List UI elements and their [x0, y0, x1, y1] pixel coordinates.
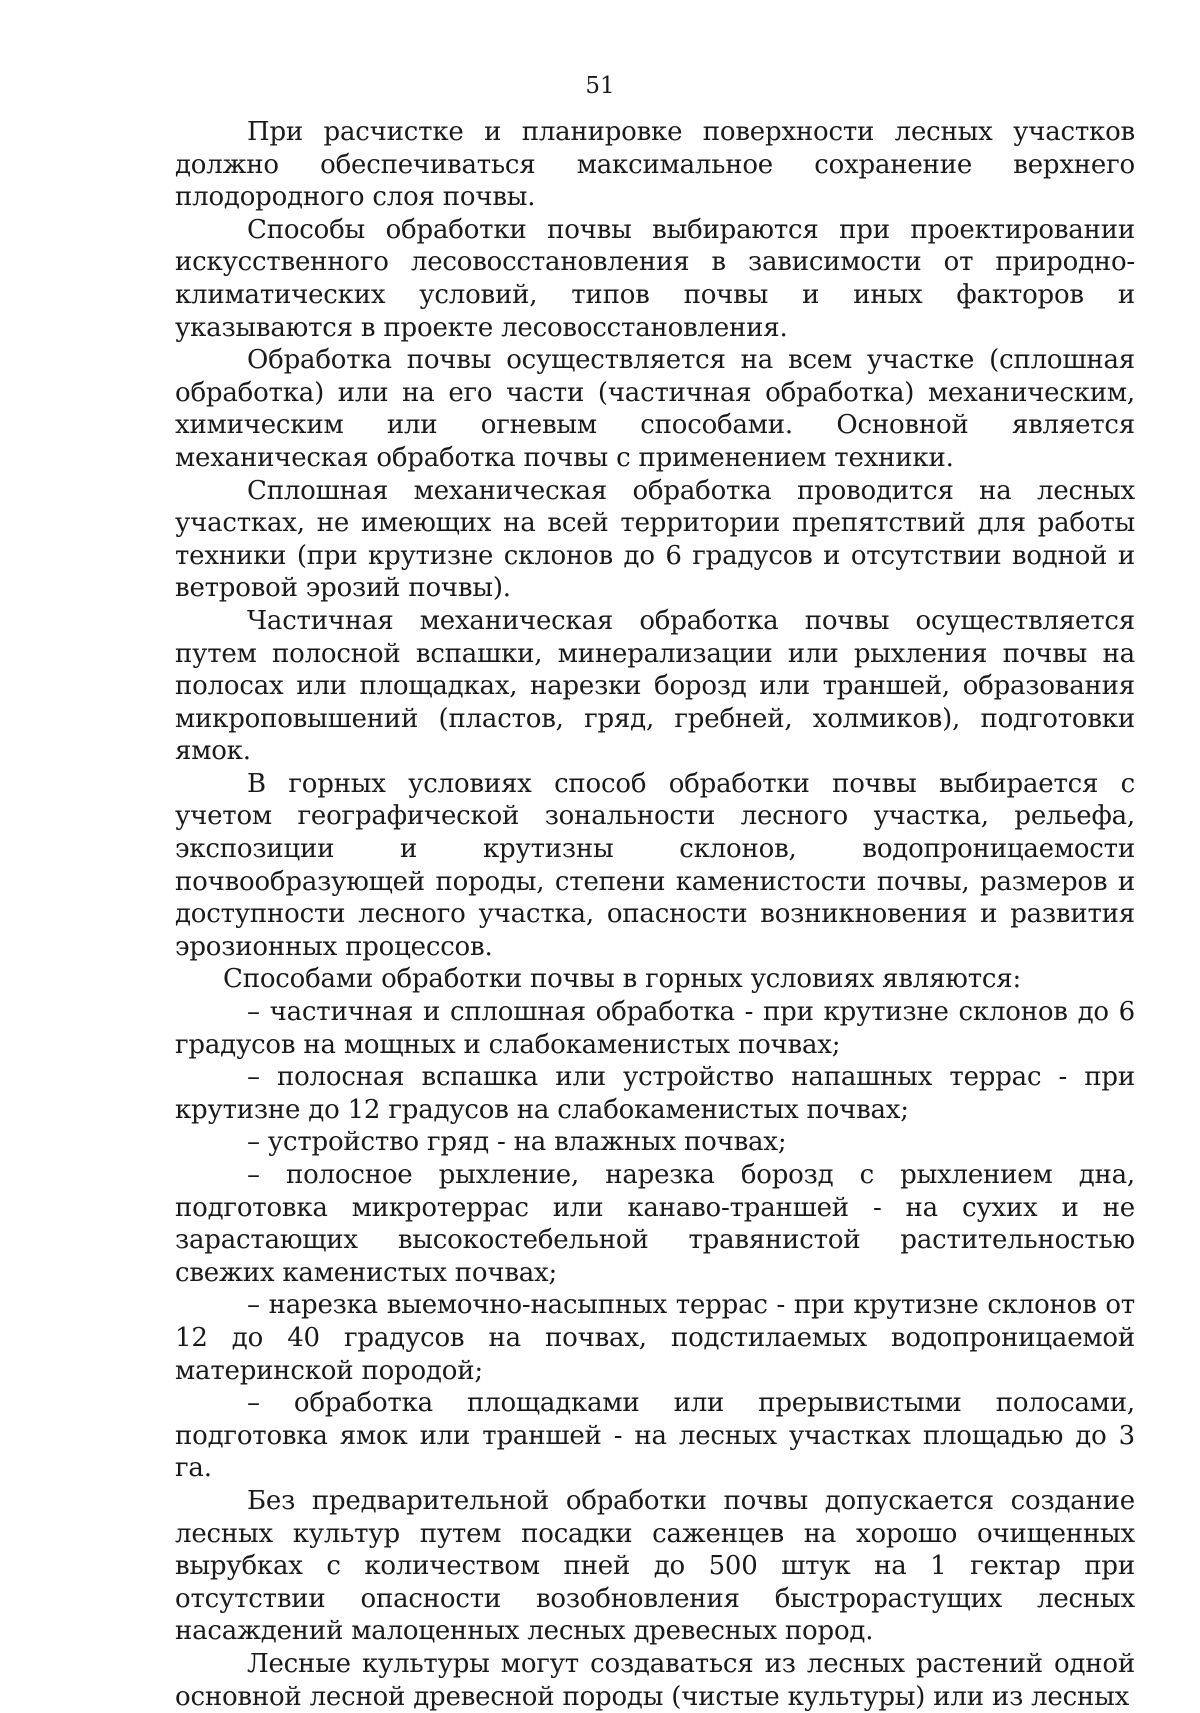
- paragraph: Без предварительной обработки почвы допускается создание лесных культур путем посадки саженцев на хорошо очищенных вырубках с количеством пней до 500 штук на 1 гектар при отсутствии опасности возобновления быстрорастущих лесных насаждений малоценных лесных древесных пород.: [175, 1485, 1135, 1647]
- list-item: – полосное рыхление, нарезка борозд с рыхлением дна, подготовка микротеррас или канаво-траншей - на сухих и не зарастающих высокостебельной травянистой растительностью свежих каменистых почвах;: [175, 1160, 1135, 1288]
- paragraph: Сплошная механическая обработка проводится на лесных участках, не имеющих на всей территории препятствий для работы техники (при крутизне склонов до 6 градусов и отсутствии водной и ветровой эрозий почвы).: [175, 475, 1135, 604]
- list-item: – устройство гряд - на влажных почвах;: [247, 1127, 787, 1158]
- paragraph: Способы обработки почвы выбираются при проектировании искусственного лесовосстановления в зависимости от природно-климатических условий, типов почвы и иных факторов и указываются в проекте лесовосстановления.: [175, 214, 1135, 343]
- document-body: [175, 116, 1135, 1713]
- paragraph: Частичная механическая обработка почвы осуществляется путем полосной вспашки, минерализации или рыхления почвы на полосах или площадках, нарезки борозд или траншей, образования микроповышений (пластов, гряд, гребней, холмиков), подготовки ямок.: [175, 605, 1135, 767]
- list-item: – частичная и сплошная обработка - при крутизне склонов до 6 градусов на мощных и слабокаменистых почвах;: [175, 997, 1135, 1060]
- list-item: – обработка площадками или прерывистыми полосами, подготовка ямок или траншей - на лесных участках площадью до 3 га.: [175, 1388, 1135, 1484]
- page-number: 51: [585, 73, 615, 99]
- list-item: – полосная вспашка или устройство напашных террас - при крутизне до 12 градусов на слабокаменистых почвах;: [175, 1062, 1135, 1125]
- paragraph: Лесные культуры могут создаваться из лесных растений одной основной лесной древесной породы (чистые культуры) или из лесных: [175, 1648, 1135, 1712]
- paragraph: Обработка почвы осуществляется на всем участке (сплошная обработка) или на его части (частичная обработка) механическим, химическим или огневым способами. Основной является механическая обработка почвы с применением техники.: [175, 345, 1135, 473]
- paragraph: При расчистке и планировке поверхности лесных участков должно обеспечиваться максимальное сохранение верхнего плодородного слоя почвы.: [175, 117, 1135, 213]
- list-item: – нарезка выемочно-насыпных террас - при крутизне склонов от 12 до 40 градусов на почвах, подстилаемых водопроницаемой материнской породой;: [175, 1290, 1135, 1386]
- list-intro: Способами обработки почвы в горных условиях являются:: [223, 964, 1022, 995]
- paragraph: В горных условиях способ обработки почвы выбирается с учетом географической зональности лесного участка, рельефа, экспозиции и крутизны склонов, водопроницаемости почвообразующей породы, степени каменистости почвы, размеров и доступности лесного участка, опасности возникновения и развития эрозионных процессов.: [175, 768, 1135, 962]
